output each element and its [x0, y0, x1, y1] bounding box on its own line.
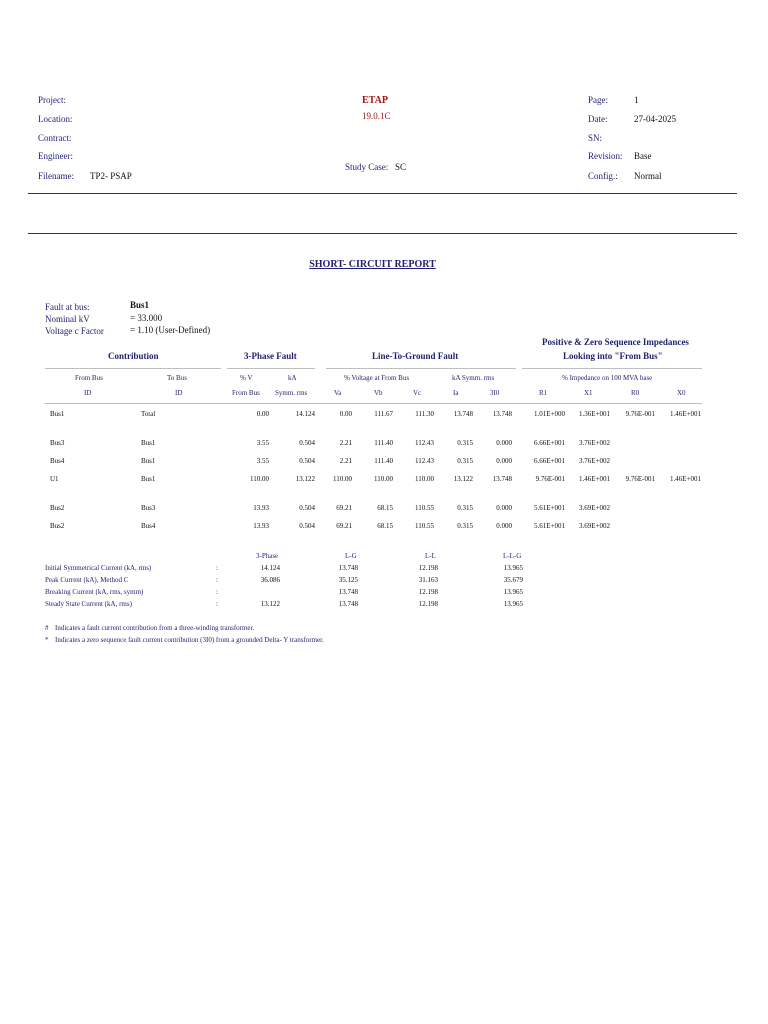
- row-r1: 9.76E-001: [535, 475, 565, 483]
- column-header-rule: [45, 403, 702, 404]
- row-ia: 13.748: [453, 410, 473, 418]
- pct-v-header: % V: [240, 374, 253, 382]
- row-va: 2.21: [339, 439, 352, 447]
- to-bus-header: To Bus: [167, 374, 187, 382]
- summary-3phase-value: 14.124: [260, 564, 280, 572]
- row-from-id: Bus3: [50, 439, 65, 447]
- row-r1: 6.66E+001: [534, 457, 565, 465]
- summary-llg-value: 13.965: [503, 600, 523, 608]
- table-row: [0, 411, 768, 421]
- summary-3phase-value: 36.086: [260, 576, 280, 584]
- fault-bus-value: Bus1: [130, 300, 150, 310]
- row-to-id: Bus1: [141, 439, 156, 447]
- x1-header: X1: [584, 389, 593, 397]
- row-r1: 5.61E+001: [534, 504, 565, 512]
- row-x1: 1.36E+001: [579, 410, 610, 418]
- table-row: [0, 523, 768, 533]
- pct-voltage-header: % Voltage at From Bus: [344, 374, 410, 382]
- row-r1: 5.61E+001: [534, 522, 565, 530]
- study-case-value: SC: [395, 162, 407, 172]
- row-pct-v: 13.93: [253, 522, 269, 530]
- row-va: 2.21: [339, 457, 352, 465]
- from-bus-header: From Bus: [75, 374, 103, 382]
- summary-ll-value: 31.163: [418, 576, 438, 584]
- row-ka: 0.504: [299, 522, 315, 530]
- row-x1: 3.69E+002: [579, 522, 610, 530]
- row-r0: 9.76E-001: [625, 410, 655, 418]
- config-value: Normal: [634, 171, 662, 181]
- app-name: ETAP: [362, 95, 388, 106]
- summary-lg-value: 35.125: [338, 576, 358, 584]
- summary-header-3phase: 3-Phase: [256, 552, 279, 560]
- row-pct-v: 13.93: [253, 504, 269, 512]
- summary-row: [0, 601, 768, 611]
- project-label: Project:: [38, 95, 66, 105]
- row-va: 0.00: [339, 410, 352, 418]
- row-x1: 3.76E+002: [579, 457, 610, 465]
- voltage-c-label: Voltage c Factor: [45, 326, 104, 336]
- summary-llg-value: 13.965: [503, 588, 523, 596]
- row-ka: 0.504: [299, 439, 315, 447]
- nominal-kv-value: = 33.000: [130, 313, 163, 323]
- ltg-rule: [326, 368, 516, 369]
- row-3i0: 0.000: [496, 457, 512, 465]
- footnote-mark: #: [45, 624, 49, 632]
- row-pct-v: 0.00: [256, 410, 269, 418]
- row-x0: 1.46E+001: [670, 475, 701, 483]
- summary-label: Steady State Current (kA, rms): [45, 600, 132, 608]
- row-ka: 0.504: [299, 504, 315, 512]
- pos-zero-header-2: Looking into "From Bus": [563, 351, 663, 361]
- app-version: 19.0.1C: [362, 111, 391, 121]
- summary-row: [0, 589, 768, 599]
- row-to-id: Bus1: [141, 457, 156, 465]
- row-ka: 14.124: [295, 410, 315, 418]
- ka-header: kA: [288, 374, 297, 382]
- row-pct-v: 110.00: [250, 475, 269, 483]
- row-to-id: Total: [141, 410, 156, 418]
- row-vb: 111.67: [374, 410, 393, 418]
- table-row: [0, 458, 768, 468]
- r1-header: R1: [539, 389, 548, 397]
- row-va: 69.21: [336, 522, 352, 530]
- table-row: [0, 476, 768, 486]
- nominal-kv-label: Nominal kV: [45, 314, 90, 324]
- table-row: [0, 440, 768, 450]
- row-va: 69.21: [336, 504, 352, 512]
- summary-colon: :: [216, 576, 218, 584]
- engineer-label: Engineer:: [38, 151, 73, 161]
- vc-header: Vc: [413, 389, 422, 397]
- row-ia: 0.315: [457, 504, 473, 512]
- row-ka: 13.122: [295, 475, 315, 483]
- footnote-text: Indicates a fault current contribution from a three-winding transformer.: [55, 624, 255, 632]
- summary-colon: :: [216, 564, 218, 572]
- contribution-header: Contribution: [108, 351, 159, 361]
- footnote-text: Indicates a zero sequence fault current contribution (3I0) from a grounded Delta- Y transformer.: [55, 636, 324, 644]
- row-3i0: 0.000: [496, 522, 512, 530]
- row-to-id: Bus4: [141, 522, 156, 530]
- summary-lg-value: 13.748: [338, 588, 358, 596]
- contribution-rule: [45, 368, 221, 369]
- row-va: 110.00: [333, 475, 352, 483]
- date-value: 27-04-2025: [634, 114, 676, 124]
- summary-label: Initial Symmetrical Current (kA, rms): [45, 564, 152, 572]
- x0-header: X0: [677, 389, 686, 397]
- sn-label: SN:: [588, 133, 603, 143]
- summary-colon: :: [216, 588, 218, 596]
- contract-label: Contract:: [38, 133, 72, 143]
- row-3i0: 0.000: [496, 504, 512, 512]
- study-case-label: Study Case:: [345, 162, 389, 172]
- summary-row: [0, 565, 768, 575]
- summary-colon: :: [216, 600, 218, 608]
- row-to-id: Bus3: [141, 504, 156, 512]
- row-vb: 111.40: [374, 457, 393, 465]
- footnote-mark: *: [45, 636, 49, 644]
- header-divider-bottom: [28, 233, 737, 234]
- header-divider-top: [28, 193, 737, 194]
- date-label: Date:: [588, 114, 608, 124]
- report-title: SHORT- CIRCUIT REPORT: [309, 259, 436, 270]
- location-label: Location:: [38, 114, 73, 124]
- summary-llg-value: 35.679: [503, 576, 523, 584]
- va-header: Va: [334, 389, 342, 397]
- summary-header-llg: L-L-G: [503, 552, 522, 560]
- vb-header: Vb: [374, 389, 383, 397]
- row-vc: 112.43: [415, 439, 434, 447]
- r0-header: R0: [631, 389, 640, 397]
- revision-label: Revision:: [588, 151, 623, 161]
- row-from-id: Bus1: [50, 410, 65, 418]
- summary-3phase-value: 13.122: [260, 600, 280, 608]
- summary-header-ll: L-L: [425, 552, 436, 560]
- fault-bus-label: Fault at bus:: [45, 302, 90, 312]
- pos-zero-header-1: Positive & Zero Sequence Impedances: [542, 337, 689, 347]
- row-ka: 0.504: [299, 457, 315, 465]
- three-phase-header: 3-Phase Fault: [244, 351, 297, 361]
- row-ia: 0.315: [457, 457, 473, 465]
- summary-lg-value: 13.748: [338, 564, 358, 572]
- filename-label: Filename:: [38, 171, 74, 181]
- voltage-c-value: = 1.10 (User-Defined): [130, 325, 211, 335]
- summary-ll-value: 12.198: [418, 588, 438, 596]
- row-x1: 1.46E+001: [579, 475, 610, 483]
- ka-symm-header: kA Symm. rms: [452, 374, 495, 382]
- row-vb: 68.15: [377, 522, 393, 530]
- row-from-id: U1: [50, 475, 59, 483]
- row-3i0: 13.748: [492, 410, 512, 418]
- config-label: Config.:: [588, 171, 618, 181]
- row-vc: 110.00: [415, 475, 434, 483]
- table-row: [0, 505, 768, 515]
- page-label: Page:: [588, 95, 608, 105]
- row-vb: 110.00: [374, 475, 393, 483]
- summary-header-lg: L-G: [345, 552, 357, 560]
- row-from-id: Bus2: [50, 522, 65, 530]
- row-r1: 6.66E+001: [534, 439, 565, 447]
- summary-lg-value: 13.748: [338, 600, 358, 608]
- row-pct-v: 3.55: [256, 439, 269, 447]
- row-vc: 110.55: [415, 504, 434, 512]
- from-bus-v-header: From Bus: [232, 389, 260, 397]
- row-3i0: 13.748: [492, 475, 512, 483]
- row-from-id: Bus2: [50, 504, 65, 512]
- summary-ll-value: 12.198: [418, 564, 438, 572]
- row-ia: 0.315: [457, 522, 473, 530]
- three-phase-rule: [227, 368, 315, 369]
- row-pct-v: 3.55: [256, 457, 269, 465]
- row-vc: 111.30: [415, 410, 434, 418]
- row-x0: 1.46E+001: [670, 410, 701, 418]
- revision-value: Base: [634, 151, 652, 161]
- ia-header: Ia: [453, 389, 459, 397]
- 3i0-header: 3I0: [490, 389, 500, 397]
- filename-value: TP2- PSAP: [90, 171, 132, 181]
- page-value: 1: [634, 95, 639, 105]
- row-vc: 112.43: [415, 457, 434, 465]
- row-x1: 3.76E+002: [579, 439, 610, 447]
- symm-rms-header: Symm. rms: [275, 389, 308, 397]
- summary-row: [0, 577, 768, 587]
- row-vb: 111.40: [374, 439, 393, 447]
- row-r0: 9.76E-001: [625, 475, 655, 483]
- summary-label: Peak Current (kA), Method C: [45, 576, 129, 584]
- row-x1: 3.69E+002: [579, 504, 610, 512]
- summary-ll-value: 12.198: [418, 600, 438, 608]
- row-3i0: 0.000: [496, 439, 512, 447]
- to-id-header: ID: [175, 389, 183, 397]
- row-ia: 13.122: [453, 475, 473, 483]
- row-ia: 0.315: [457, 439, 473, 447]
- pct-impedance-header: % Impedance on 100 MVA base: [562, 374, 653, 382]
- row-to-id: Bus1: [141, 475, 156, 483]
- from-id-header: ID: [84, 389, 92, 397]
- ltg-header: Line-To-Ground Fault: [372, 351, 459, 361]
- row-from-id: Bus4: [50, 457, 65, 465]
- summary-llg-value: 13.965: [503, 564, 523, 572]
- summary-label: Breaking Current (kA, rms, symm): [45, 588, 144, 596]
- row-vb: 68.15: [377, 504, 393, 512]
- row-r1: 1.01E+000: [534, 410, 565, 418]
- row-vc: 110.55: [415, 522, 434, 530]
- impedance-rule: [522, 368, 702, 369]
